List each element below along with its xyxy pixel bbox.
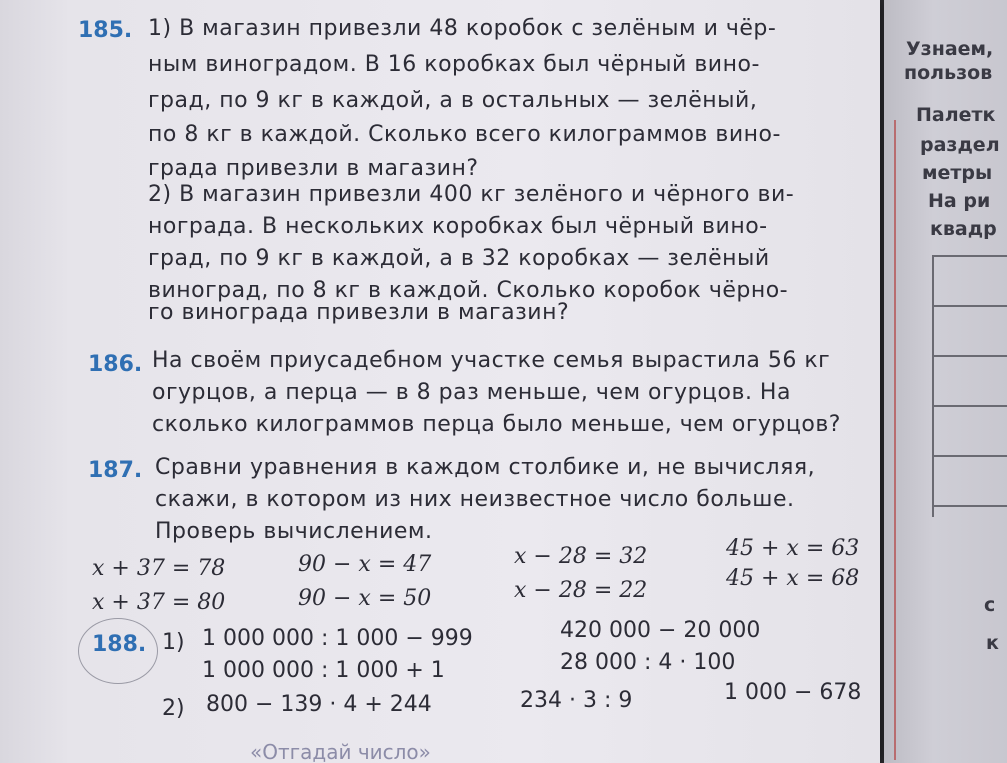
equation-2-2: 90 − x = 50 (298, 586, 432, 611)
task-185-line-4: по 8 кг в каждой. Сколько всего килограммов вино- (148, 122, 781, 147)
margin-letter-2: к (986, 632, 999, 654)
task-185-line-3: град, по 9 кг в каждой, а в остальных — зелёный, (148, 88, 758, 113)
equation-1-3: x − 28 = 32 (514, 544, 648, 569)
expr-188-2c: 1 000 − 678 (724, 680, 862, 705)
task-185-part2-line-3: град, по 9 кг в каждой, а в 32 коробках — зелёный (148, 246, 770, 271)
right-line-4: раздел (920, 134, 1000, 156)
task-185-line-2: ным виноградом. В 16 коробках был чёрный вино- (148, 52, 760, 77)
right-line-6: На ри (928, 190, 991, 212)
right-line-7: квадр (930, 218, 997, 240)
task-number-188: 188. (92, 632, 147, 657)
task-number-187: 187. (88, 458, 143, 483)
expr-188-2a: 800 − 139 · 4 + 244 (206, 692, 432, 717)
task-187-line-3: Проверь вычислением. (155, 519, 433, 544)
task-number-185: 185. (78, 18, 133, 43)
grid-table (932, 255, 1007, 517)
task-186-line-3: сколько килограммов перца было меньше, чем огурцов? (152, 412, 841, 437)
expr-188-1d: 28 000 : 4 · 100 (560, 650, 736, 675)
margin-letter-1: с (984, 594, 996, 616)
expr-188-1c: 420 000 − 20 000 (560, 618, 761, 643)
right-line-3: Палетк (916, 104, 996, 126)
task-185-part2-line-1: 2) В магазин привезли 400 кг зелёного и чёрного ви- (148, 182, 795, 207)
equation-2-4: 45 + x = 68 (726, 566, 860, 591)
expr-188-1a: 1 000 000 : 1 000 − 999 (202, 626, 473, 651)
task-186-line-1: На своём приусадебном участке семья вырастила 56 кг (152, 348, 831, 373)
task-185-line-5: града привезли в магазин? (148, 156, 479, 181)
textbook-right-page (884, 0, 1007, 763)
equation-1-1: x + 37 = 78 (92, 556, 226, 581)
equation-2-1: x + 37 = 80 (92, 590, 226, 615)
task-185-part2-line-2: нограда. В нескольких коробках был чёрный вино- (148, 214, 768, 239)
task-185-line-1: 1) В магазин привезли 48 коробок с зелёным и чёр- (148, 16, 777, 41)
margin-line (894, 120, 896, 760)
task-188-part1-label: 1) (162, 630, 185, 655)
equation-1-2: 90 − x = 47 (298, 552, 432, 577)
task-188-part2-label: 2) (162, 696, 185, 721)
expr-188-2b: 234 · 3 : 9 (520, 688, 633, 713)
right-line-2: пользов (904, 62, 993, 84)
task-185-part2-line-4: виноград, по 8 кг в каждой. Сколько коробок чёрно- (148, 278, 789, 303)
task-number-186: 186. (88, 352, 143, 377)
right-line-1: Узнаем, (906, 38, 994, 60)
equation-2-3: x − 28 = 22 (514, 578, 648, 603)
expr-188-1b: 1 000 000 : 1 000 + 1 (202, 658, 445, 683)
task-186-line-2: огурцов, а перца — в 8 раз меньше, чем огурцов. На (152, 380, 791, 405)
equation-1-4: 45 + x = 63 (726, 536, 860, 561)
task-185-part2-line-5: го винограда привезли в магазин? (148, 300, 570, 325)
next-section-title-partial: «Отгадай число» (250, 740, 431, 763)
right-line-5: метры (922, 162, 993, 184)
task-187-line-2: скажи, в котором из них неизвестное число больше. (155, 487, 795, 512)
task-187-line-1: Сравни уравнения в каждом столбике и, не вычисляя, (155, 455, 816, 480)
